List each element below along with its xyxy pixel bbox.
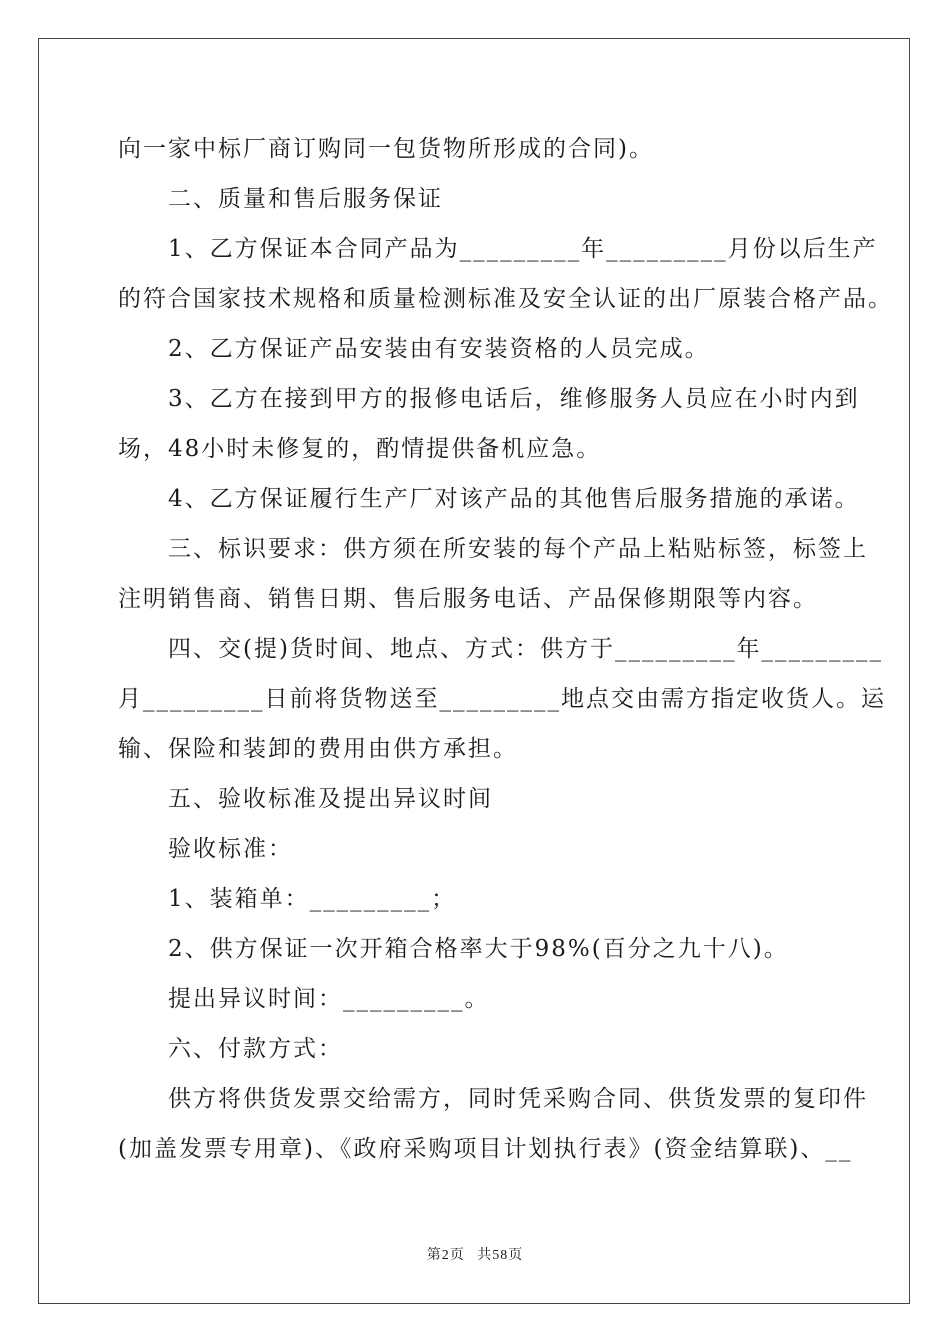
- text-line: 提出异议时间：_________。: [118, 986, 490, 1012]
- text-line: 场，48小时未修复的，酌情提供备机应急。: [118, 436, 602, 462]
- section-heading: 五、验收标准及提出异议时间: [118, 786, 493, 812]
- text-line: 2、乙方保证产品安装由有安装资格的人员完成。: [118, 336, 710, 362]
- page-footer: [0, 1244, 950, 1264]
- page-number: 第2页: [426, 1248, 465, 1263]
- page-border: [38, 38, 910, 1304]
- text-line: 向一家中标厂商订购同一包货物所形成的合同)。: [118, 136, 654, 162]
- text-line: 供方将供货发票交给需方，同时凭采购合同、供货发票的复印件: [118, 1086, 868, 1112]
- text-line: 注明销售商、销售日期、售后服务电话、产品保修期限等内容。: [118, 586, 818, 612]
- text-line: 输、保险和装卸的费用由供方承担。: [118, 736, 518, 762]
- text-line: 4、乙方保证履行生产厂对该产品的其他售后服务措施的承诺。: [118, 486, 860, 512]
- text-line: 验收标准：: [118, 836, 293, 862]
- text-line: (加盖发票专用章)、《政府采购项目计划执行表》(资金结算联)、__: [118, 1136, 853, 1162]
- section-heading: 二、质量和售后服务保证: [118, 186, 443, 212]
- text-line: 3、乙方在接到甲方的报修电话后，维修服务人员应在小时内到: [118, 386, 860, 412]
- text-line: 2、供方保证一次开箱合格率大于98%(百分之九十八)。: [118, 936, 789, 962]
- text-line: 1、乙方保证本合同产品为_________年_________月份以后生产: [118, 236, 878, 262]
- section-heading: 三、标识要求：供方须在所安装的每个产品上粘贴标签，标签上: [118, 536, 868, 562]
- text-line: 的符合国家技术规格和质量检测标准及安全认证的出厂原装合格产品。: [118, 286, 893, 312]
- page-total: 共58页: [477, 1248, 524, 1263]
- section-heading: 四、交(提)货时间、地点、方式：供方于_________年_________: [118, 636, 883, 662]
- text-line: 1、装箱单：_________；: [118, 886, 457, 912]
- text-line: 月_________日前将货物送至_________地点交由需方指定收货人。运: [118, 686, 886, 712]
- section-heading: 六、付款方式：: [118, 1036, 343, 1062]
